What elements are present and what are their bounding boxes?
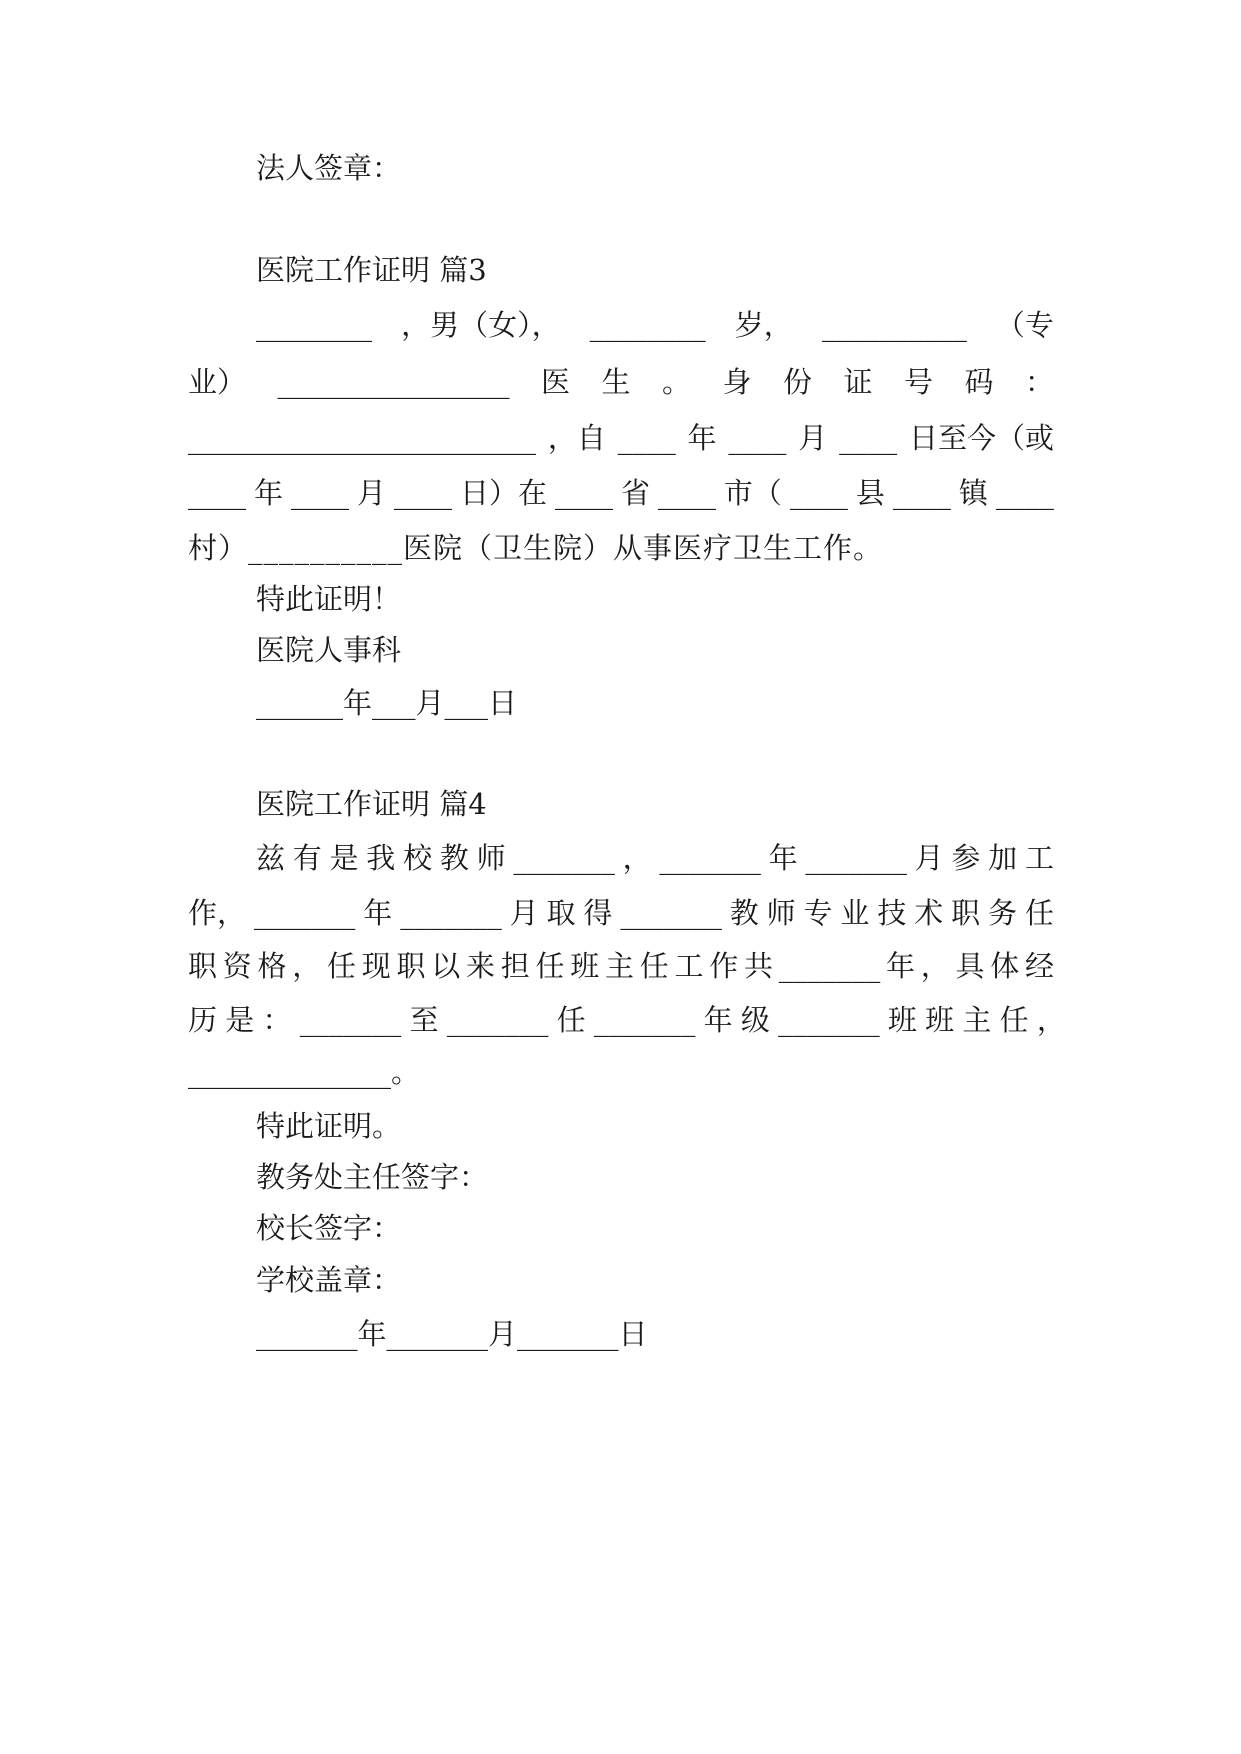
section3-line2 (188, 362, 1054, 402)
text-char: ， (920, 949, 950, 983)
month-blank: _______ (400, 896, 502, 930)
text-char: 月 (509, 896, 539, 930)
text-char: 参 (951, 841, 981, 875)
text-segment: ，自 (547, 421, 606, 455)
text-char: 工 (674, 949, 704, 983)
text-char: 身 (722, 365, 752, 399)
text-char: 具 (955, 949, 985, 983)
section3-heading: 医院工作证明 篇3 (256, 253, 487, 287)
text-char: 任 (535, 949, 565, 983)
year-blank: ____ (188, 476, 246, 510)
text-char: 担 (500, 949, 530, 983)
text-char: 以 (431, 949, 461, 983)
principal-signature-label: 校长签字： (256, 1211, 402, 1245)
text-char: 师 (766, 896, 796, 930)
text-char: 技 (877, 896, 907, 930)
year-blank: _______ (253, 896, 356, 930)
text-char: 务 (988, 896, 1018, 930)
text-segment: 月 (356, 476, 386, 510)
text-segment: 月 (798, 421, 828, 455)
text-char: 师 (476, 841, 506, 875)
text-char: 教 (729, 896, 759, 930)
text-char: 班 (925, 1003, 955, 1037)
text-char: 是 (225, 1003, 255, 1037)
section3-date: ______年___月___日 (256, 686, 518, 720)
text-char: 教 (439, 841, 469, 875)
month-blank: ____ (728, 421, 787, 455)
text-char: 年 (363, 896, 393, 930)
text-char: ， (292, 949, 322, 983)
section3-line3 (188, 418, 1054, 458)
section4-heading: 医院工作证明 篇4 (256, 787, 487, 821)
text-char: 职 (951, 896, 981, 930)
year-blank: ____ (617, 421, 676, 455)
section4-line1 (256, 838, 1054, 878)
section4-line2 (188, 893, 1054, 933)
section3-proof: 特此证明！ (256, 582, 402, 616)
text-char: 作 (709, 949, 739, 983)
text-segment: 日）在 (459, 476, 547, 510)
text-char: 职 (396, 949, 426, 983)
village-blank: ____ (995, 476, 1054, 510)
text-char: 任 (556, 1003, 586, 1037)
section3-line5: 村）__________医院（卫生院）从事医疗卫生工作。 (188, 531, 884, 565)
section4-line3 (188, 946, 1054, 986)
text-char: 格 (257, 949, 287, 983)
day-blank: ____ (393, 476, 452, 510)
class-blank: _______ (778, 1003, 880, 1037)
text-char: 专 (803, 896, 833, 930)
text-char: 是 (329, 841, 359, 875)
text-char: 级 (740, 1003, 770, 1037)
major-close: 业） (188, 365, 247, 399)
text-char: 证 (843, 365, 873, 399)
text-char: 得 (583, 896, 613, 930)
from-blank: _______ (299, 1003, 402, 1037)
text-char: 任 (1024, 896, 1054, 930)
text-segment: 年 (253, 476, 283, 510)
month-blank: ____ (290, 476, 349, 510)
province-blank: ____ (554, 476, 613, 510)
text-char: 现 (361, 949, 391, 983)
text-char: 职 (188, 949, 218, 983)
text-char: 份 (782, 365, 812, 399)
text-char: 年 (885, 949, 915, 983)
text-segment: 日至今（或 (908, 421, 1054, 455)
town-blank: ____ (892, 476, 951, 510)
text-char: 主 (605, 949, 635, 983)
text-char: 取 (546, 896, 576, 930)
text-char: 班 (887, 1003, 917, 1037)
text-char: 来 (466, 949, 496, 983)
text-char: 任 (639, 949, 669, 983)
text-char: 资 (222, 949, 252, 983)
section3-department: 医院人事科 (256, 633, 402, 667)
text-char: ， (1036, 1003, 1066, 1037)
years-blank: _______ (778, 949, 881, 983)
text-char: 月 (914, 841, 944, 875)
text-char: 生 (601, 365, 631, 399)
to-blank: _______ (446, 1003, 549, 1037)
county-blank: ____ (789, 476, 848, 510)
text-char: 业 (840, 896, 870, 930)
text-char: 术 (914, 896, 944, 930)
text-char: 任 (999, 1003, 1029, 1037)
grade-blank: _______ (593, 1003, 696, 1037)
text-segment: 省 (620, 476, 650, 510)
major-open: （专 (995, 308, 1054, 342)
text-char: 任 (327, 949, 357, 983)
school-seal-label: 学校盖章： (256, 1263, 402, 1297)
text-char: ： (1024, 365, 1054, 399)
doctor-blank: ________________ (277, 365, 510, 399)
major-blank: __________ (821, 308, 967, 342)
text-char: 有 (292, 841, 322, 875)
section4-proof: 特此证明。 (256, 1109, 402, 1143)
text-char: 加 (988, 841, 1018, 875)
text-char: 主 (962, 1003, 992, 1037)
teacher-name-blank: _______ (513, 841, 615, 875)
text-char: 至 (409, 1003, 439, 1037)
text-segment: 市（ (723, 476, 782, 510)
title-blank: _______ (620, 896, 722, 930)
text-char: 年 (768, 841, 798, 875)
section3-line1 (256, 305, 1054, 345)
text-char: 共 (744, 949, 774, 983)
year-blank: _______ (659, 841, 761, 875)
text-segment: 作， (188, 896, 247, 930)
text-char: 班 (570, 949, 600, 983)
month-blank: _______ (805, 841, 907, 875)
text-char: 经 (1024, 949, 1054, 983)
id-number-blank: ________________________ (188, 421, 536, 455)
age-unit: 岁， (734, 308, 793, 342)
legal-signature-label: 法人签章： (256, 151, 402, 185)
name-blank: ________ (256, 308, 372, 342)
section4-date: _______年_______月_______日 (256, 1317, 648, 1351)
text-char: 校 (403, 841, 433, 875)
dean-signature-label: 教务处主任签字： (256, 1160, 489, 1194)
section3-line4 (188, 473, 1054, 513)
text-char: 历 (188, 1003, 218, 1037)
text-segment: 镇 (958, 476, 988, 510)
text-char: 码 (964, 365, 994, 399)
text-char: 体 (990, 949, 1020, 983)
text-segment: 年 (687, 421, 717, 455)
section4-line5: ______________。 (188, 1055, 421, 1089)
text-char: 号 (903, 365, 933, 399)
text-char: 医 (540, 365, 570, 399)
text-char: 工 (1024, 841, 1054, 875)
text-char: 兹 (256, 841, 286, 875)
text-segment: 县 (855, 476, 885, 510)
text-char: 年 (703, 1003, 733, 1037)
text-char: ： (262, 1003, 292, 1037)
text-char: 我 (366, 841, 396, 875)
city-blank: ____ (657, 476, 716, 510)
text-char: 。 (661, 365, 691, 399)
gender-text: ，男（女）， (401, 308, 561, 342)
age-blank: ________ (589, 308, 706, 342)
text-char: ， (622, 841, 652, 875)
day-blank: ____ (839, 421, 898, 455)
section4-line4 (188, 1000, 1066, 1040)
